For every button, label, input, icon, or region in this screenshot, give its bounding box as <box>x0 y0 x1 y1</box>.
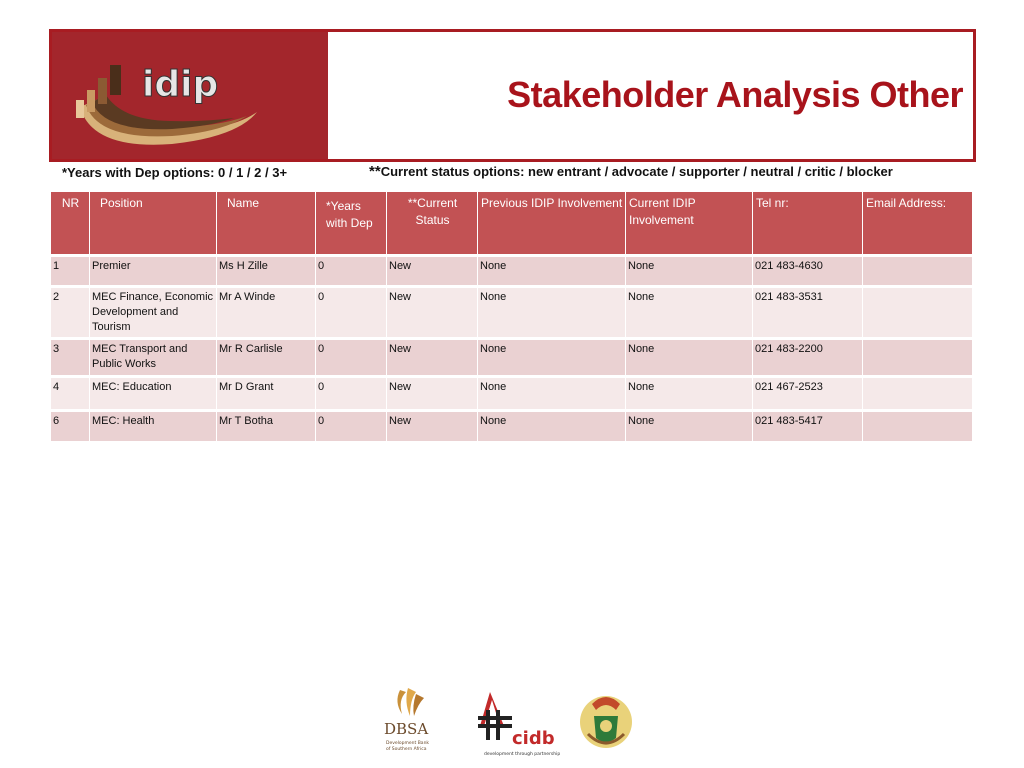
table-header-row <box>51 192 973 254</box>
cell-position: MEC: Education <box>90 375 217 409</box>
cell-nr: 1 <box>51 254 90 285</box>
header-tel: Tel nr: <box>753 192 863 254</box>
header-previous-idip: Previous IDIP Involvement <box>478 192 626 254</box>
cell-email <box>863 409 973 441</box>
cell-current: None <box>626 337 753 375</box>
cell-nr: 3 <box>51 337 90 375</box>
cell-previous: None <box>478 285 626 337</box>
cell-current: None <box>626 254 753 285</box>
cell-name: Ms H Zille <box>217 254 316 285</box>
header-current-idip: Current IDIP Involvement <box>626 192 753 254</box>
page-title: Stakeholder Analysis Other <box>507 74 963 115</box>
cell-previous: None <box>478 337 626 375</box>
cell-status: New <box>387 409 478 441</box>
cell-years: 0 <box>316 337 387 375</box>
stakeholder-table <box>51 192 973 441</box>
cell-email <box>863 375 973 409</box>
cell-nr: 6 <box>51 409 90 441</box>
idip-logo-text: idip <box>142 64 219 105</box>
cell-tel: 021 483-4630 <box>753 254 863 285</box>
cell-position: Premier <box>90 254 217 285</box>
cell-tel: 021 483-2200 <box>753 337 863 375</box>
cell-tel: 021 483-3531 <box>753 285 863 337</box>
partner-logos <box>380 686 660 760</box>
idip-logo <box>52 32 328 159</box>
cell-current: None <box>626 375 753 409</box>
status-note-text: Current status options: new entrant / advocate / supporter / neutral / critic / blocker <box>380 164 893 179</box>
cell-current: None <box>626 409 753 441</box>
cell-position: MEC: Health <box>90 409 217 441</box>
status-note-stars: ** <box>369 163 381 180</box>
table-row <box>51 254 973 285</box>
status-options-note <box>369 163 893 180</box>
cell-years: 0 <box>316 254 387 285</box>
cell-previous: None <box>478 409 626 441</box>
table-row <box>51 285 973 337</box>
coat-of-arms-icon <box>580 696 632 748</box>
cell-tel: 021 467-2523 <box>753 375 863 409</box>
cell-previous: None <box>478 254 626 285</box>
cell-name: Mr T Botha <box>217 409 316 441</box>
cell-name: Mr A Winde <box>217 285 316 337</box>
cell-position: MEC Finance, Economic Development and Tourism <box>90 285 217 337</box>
cell-nr: 2 <box>51 285 90 337</box>
cell-status: New <box>387 375 478 409</box>
dbsa-logo-text: DBSA <box>384 720 429 738</box>
cidb-logo <box>478 692 560 757</box>
cell-nr: 4 <box>51 375 90 409</box>
header-nr: NR <box>51 192 90 254</box>
cell-years: 0 <box>316 375 387 409</box>
table-row <box>51 409 973 441</box>
cell-current: None <box>626 285 753 337</box>
cidb-sub: development through partnership <box>484 752 561 757</box>
header-position: Position <box>90 192 217 254</box>
header-current-status: **Current Status <box>387 192 478 254</box>
cell-email <box>863 337 973 375</box>
years-options-note: *Years with Dep options: 0 / 1 / 2 / 3+ <box>62 165 288 180</box>
dbsa-sub1: Development Bank <box>386 741 430 746</box>
cell-previous: None <box>478 375 626 409</box>
footer-logos <box>380 686 660 760</box>
cell-status: New <box>387 285 478 337</box>
cell-years: 0 <box>316 285 387 337</box>
cell-status: New <box>387 254 478 285</box>
cell-name: Mr R Carlisle <box>217 337 316 375</box>
dbsa-logo <box>384 688 429 752</box>
cell-position: MEC Transport and Public Works <box>90 337 217 375</box>
cell-email <box>863 285 973 337</box>
cell-years: 0 <box>316 409 387 441</box>
cidb-logo-text: cidb <box>512 728 555 749</box>
table-row <box>51 375 973 409</box>
header-email: Email Address: <box>863 192 973 254</box>
dbsa-sub2: of Southern Africa <box>386 747 427 752</box>
header-name: Name <box>217 192 316 254</box>
table-row <box>51 337 973 375</box>
cell-name: Mr D Grant <box>217 375 316 409</box>
header-years: *Years with Dep <box>316 192 387 254</box>
cell-tel: 021 483-5417 <box>753 409 863 441</box>
idip-logo-panel <box>52 32 328 159</box>
cell-email <box>863 254 973 285</box>
header-frame <box>49 29 976 162</box>
cell-status: New <box>387 337 478 375</box>
